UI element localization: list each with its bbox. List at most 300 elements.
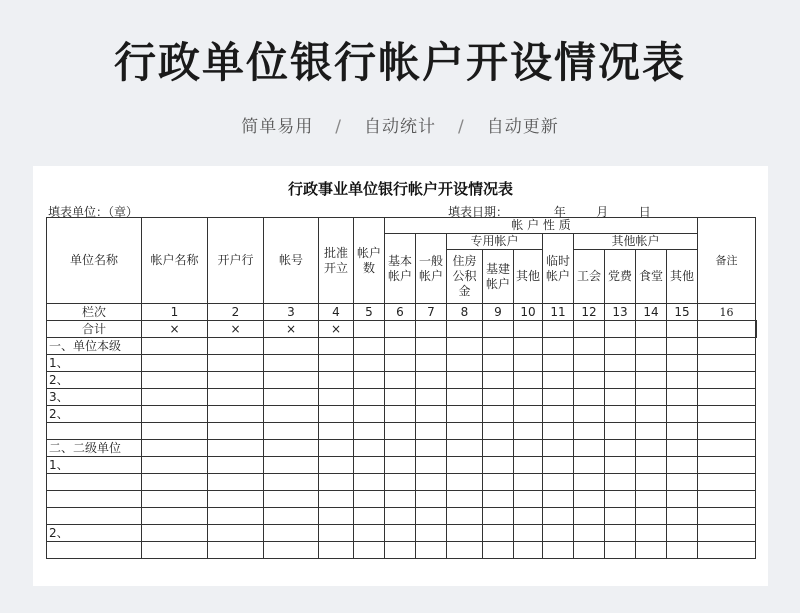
table-cell[interactable] [208, 525, 264, 542]
table-cell[interactable] [416, 542, 447, 559]
table-cell[interactable] [483, 457, 514, 474]
total-mark: × [142, 321, 208, 338]
table-cell[interactable] [605, 338, 636, 355]
table-row [47, 389, 757, 406]
table-cell[interactable] [354, 491, 385, 508]
table-cell[interactable] [698, 491, 756, 508]
table-cell[interactable] [354, 338, 385, 355]
total-label: 合计 [47, 321, 142, 338]
table-cell[interactable] [605, 406, 636, 423]
table-cell[interactable] [208, 474, 264, 491]
header-general: 一般帐户 [416, 234, 447, 304]
table-cell[interactable] [142, 440, 208, 457]
table-cell[interactable] [483, 542, 514, 559]
table-cell[interactable] [319, 423, 354, 440]
table-cell[interactable] [354, 389, 385, 406]
table-cell[interactable] [574, 355, 605, 372]
table-cell[interactable] [483, 338, 514, 355]
header-temporary: 临时帐户 [543, 234, 574, 304]
table-cell[interactable] [385, 525, 416, 542]
row-label: 1、 [47, 355, 142, 372]
table-cell[interactable] [416, 321, 447, 338]
total-mark: × [319, 321, 354, 338]
header-remark: 备注 [698, 218, 756, 304]
table-cell[interactable] [574, 440, 605, 457]
table-cell[interactable] [667, 491, 698, 508]
table-cell[interactable] [574, 491, 605, 508]
table-cell[interactable] [447, 457, 483, 474]
table-cell[interactable] [667, 321, 698, 338]
table-cell[interactable] [667, 372, 698, 389]
table-cell[interactable] [698, 355, 756, 372]
table-cell[interactable] [514, 338, 543, 355]
table-cell[interactable] [574, 389, 605, 406]
table-cell[interactable] [264, 338, 319, 355]
header-special-other: 其他 [514, 250, 543, 304]
table-cell[interactable] [208, 508, 264, 525]
table-cell[interactable] [319, 525, 354, 542]
table-cell[interactable] [208, 406, 264, 423]
table-cell[interactable] [698, 338, 756, 355]
table-cell[interactable] [698, 321, 756, 338]
header-unit-name: 单位名称 [47, 218, 142, 304]
table-cell[interactable] [483, 508, 514, 525]
table-cell[interactable] [264, 406, 319, 423]
table-row [47, 372, 757, 389]
table-cell[interactable] [208, 389, 264, 406]
table-cell[interactable] [142, 389, 208, 406]
table-cell[interactable] [416, 406, 447, 423]
header-account-name: 帐户名称 [142, 218, 208, 304]
table-cell[interactable] [605, 440, 636, 457]
table-cell[interactable] [698, 406, 756, 423]
table-cell[interactable] [208, 440, 264, 457]
table-cell[interactable] [142, 542, 208, 559]
table-cell[interactable] [636, 440, 667, 457]
table-cell[interactable] [514, 406, 543, 423]
table-cell[interactable] [543, 389, 574, 406]
table-cell[interactable] [483, 389, 514, 406]
table-cell[interactable] [264, 525, 319, 542]
table-cell[interactable] [447, 474, 483, 491]
table-cell[interactable] [142, 457, 208, 474]
table-row [47, 508, 757, 525]
table-row [47, 338, 757, 355]
row-label [47, 508, 142, 525]
table-cell[interactable] [319, 355, 354, 372]
table-cell[interactable] [605, 542, 636, 559]
header-account-nature: 帐 户 性 质 [385, 218, 698, 234]
table-cell[interactable] [483, 355, 514, 372]
table-cell[interactable] [514, 423, 543, 440]
table-cell[interactable] [354, 508, 385, 525]
table-cell[interactable] [605, 372, 636, 389]
table-cell[interactable] [574, 457, 605, 474]
index-cell: 8 [447, 304, 483, 321]
table-cell[interactable] [142, 474, 208, 491]
table-cell[interactable] [483, 406, 514, 423]
table-cell[interactable] [447, 423, 483, 440]
table-cell[interactable] [605, 508, 636, 525]
row-label: 一、单位本级 [47, 338, 142, 355]
header-union: 工会 [574, 250, 605, 304]
table-cell[interactable] [319, 542, 354, 559]
tag-easy: 简单易用 [241, 117, 314, 137]
index-cell: 15 [667, 304, 698, 321]
tag-auto-stats: 自动统计 [364, 117, 436, 137]
row-label: 1、 [47, 457, 142, 474]
index-cell: 12 [574, 304, 605, 321]
table-cell[interactable] [385, 542, 416, 559]
table-cell[interactable] [385, 321, 416, 338]
table-row [47, 423, 757, 440]
table-cell[interactable] [574, 406, 605, 423]
feature-tags [0, 112, 800, 137]
table-cell[interactable] [543, 406, 574, 423]
table-cell[interactable] [385, 389, 416, 406]
table-cell[interactable] [543, 372, 574, 389]
row-label: 二、二级单位 [47, 440, 142, 457]
tag-separator: / [335, 117, 342, 137]
table-cell[interactable] [667, 508, 698, 525]
header-party: 党费 [605, 250, 636, 304]
table-cell[interactable] [543, 457, 574, 474]
spreadsheet-card [33, 166, 768, 586]
account-table [46, 217, 757, 559]
total-mark: × [264, 321, 319, 338]
table-cell[interactable] [447, 372, 483, 389]
table-cell[interactable] [636, 321, 667, 338]
index-cell: 16 [698, 304, 756, 321]
table-cell[interactable] [416, 423, 447, 440]
table-row [47, 440, 757, 457]
table-cell[interactable] [447, 389, 483, 406]
table-cell[interactable] [264, 542, 319, 559]
table-cell[interactable] [319, 372, 354, 389]
table-cell[interactable] [698, 389, 756, 406]
table-cell[interactable] [514, 542, 543, 559]
table-cell[interactable] [605, 474, 636, 491]
table-cell[interactable] [483, 440, 514, 457]
table-cell[interactable] [447, 355, 483, 372]
row-label [47, 423, 142, 440]
table-cell[interactable] [574, 474, 605, 491]
table-cell[interactable] [483, 372, 514, 389]
header-housing-fund: 住房公积金 [447, 250, 483, 304]
table-cell[interactable] [605, 525, 636, 542]
table-cell[interactable] [667, 457, 698, 474]
table-cell[interactable] [483, 525, 514, 542]
table-cell[interactable] [514, 355, 543, 372]
table-row [47, 406, 757, 423]
table-cell[interactable] [574, 372, 605, 389]
table-cell[interactable] [667, 542, 698, 559]
table-row [47, 457, 757, 474]
table-cell[interactable] [354, 423, 385, 440]
table-cell[interactable] [667, 406, 698, 423]
table-cell[interactable] [264, 355, 319, 372]
table-cell[interactable] [636, 423, 667, 440]
table-cell[interactable] [605, 423, 636, 440]
table-cell[interactable] [385, 491, 416, 508]
table-row [47, 355, 757, 372]
table-row [47, 525, 757, 542]
table-cell[interactable] [447, 508, 483, 525]
header-canteen: 食堂 [636, 250, 667, 304]
table-cell[interactable] [447, 321, 483, 338]
table-cell[interactable] [636, 372, 667, 389]
table-cell[interactable] [319, 338, 354, 355]
table-cell[interactable] [142, 423, 208, 440]
table-cell[interactable] [514, 457, 543, 474]
table-cell[interactable] [667, 474, 698, 491]
table-cell[interactable] [636, 406, 667, 423]
total-row [47, 321, 757, 338]
table-cell[interactable] [574, 338, 605, 355]
table-cell[interactable] [605, 457, 636, 474]
table-cell[interactable] [483, 321, 514, 338]
sheet-title: 行政事业单位银行帐户开设情况表 [287, 180, 513, 198]
table-cell[interactable] [543, 491, 574, 508]
table-cell[interactable] [667, 525, 698, 542]
index-cell: 9 [483, 304, 514, 321]
table-cell[interactable] [636, 508, 667, 525]
table-cell[interactable] [319, 440, 354, 457]
table-cell[interactable] [354, 321, 385, 338]
table-cell[interactable] [636, 355, 667, 372]
index-cell: 14 [636, 304, 667, 321]
table-cell[interactable] [264, 474, 319, 491]
table-cell[interactable] [543, 423, 574, 440]
table-cell[interactable] [698, 525, 756, 542]
table-cell[interactable] [354, 406, 385, 423]
index-cell: 6 [385, 304, 416, 321]
table-cell[interactable] [636, 457, 667, 474]
table-cell[interactable] [514, 321, 543, 338]
table-cell[interactable] [208, 355, 264, 372]
table-cell[interactable] [636, 389, 667, 406]
index-cell: 13 [605, 304, 636, 321]
table-cell[interactable] [514, 474, 543, 491]
header-approval: 批准开立 [319, 218, 354, 304]
table-cell[interactable] [514, 491, 543, 508]
table-cell[interactable] [354, 355, 385, 372]
row-label: 2、 [47, 372, 142, 389]
table-cell[interactable] [543, 355, 574, 372]
table-cell[interactable] [208, 542, 264, 559]
table-cell[interactable] [264, 372, 319, 389]
table-cell[interactable] [447, 542, 483, 559]
index-label: 栏次 [47, 304, 142, 321]
table-cell[interactable] [208, 491, 264, 508]
table-cell[interactable] [208, 457, 264, 474]
row-label [47, 542, 142, 559]
table-cell[interactable] [208, 423, 264, 440]
table-cell[interactable] [447, 491, 483, 508]
table-cell[interactable] [385, 440, 416, 457]
table-cell[interactable] [543, 474, 574, 491]
table-cell[interactable] [385, 406, 416, 423]
table-cell[interactable] [385, 423, 416, 440]
table-cell[interactable] [574, 525, 605, 542]
table-cell[interactable] [543, 321, 574, 338]
table-cell[interactable] [514, 372, 543, 389]
index-cell: 1 [142, 304, 208, 321]
table-cell[interactable] [416, 355, 447, 372]
table-cell[interactable] [354, 542, 385, 559]
table-cell[interactable] [574, 542, 605, 559]
table-row [47, 542, 757, 559]
table-cell[interactable] [698, 457, 756, 474]
table-cell[interactable] [354, 525, 385, 542]
table-cell[interactable] [385, 508, 416, 525]
table-cell[interactable] [605, 491, 636, 508]
index-cell: 5 [354, 304, 385, 321]
table-cell[interactable] [385, 338, 416, 355]
table-cell[interactable] [354, 457, 385, 474]
table-cell[interactable] [416, 474, 447, 491]
tag-auto-update: 自动更新 [486, 117, 559, 137]
table-cell[interactable] [483, 474, 514, 491]
table-row [47, 491, 757, 508]
index-cell: 7 [416, 304, 447, 321]
table-cell[interactable] [385, 474, 416, 491]
header-bank: 开户行 [208, 218, 264, 304]
table-cell[interactable] [543, 525, 574, 542]
table-cell[interactable] [447, 525, 483, 542]
table-cell[interactable] [667, 338, 698, 355]
table-cell[interactable] [698, 423, 756, 440]
header-construction: 基建帐户 [483, 250, 514, 304]
table-cell[interactable] [447, 406, 483, 423]
header-other-accounts: 其他帐户 [574, 234, 698, 250]
table-cell[interactable] [319, 406, 354, 423]
tag-separator: / [458, 117, 465, 137]
row-label: 2、 [47, 406, 142, 423]
total-mark: × [208, 321, 264, 338]
table-cell[interactable] [385, 372, 416, 389]
table-cell[interactable] [416, 389, 447, 406]
table-row [47, 474, 757, 491]
table-cell[interactable] [208, 372, 264, 389]
table-cell[interactable] [698, 474, 756, 491]
table-cell[interactable] [416, 338, 447, 355]
table-cell[interactable] [667, 440, 698, 457]
table-cell[interactable] [543, 542, 574, 559]
table-cell[interactable] [636, 542, 667, 559]
table-cell[interactable] [416, 491, 447, 508]
table-cell[interactable] [667, 389, 698, 406]
header-special: 专用帐户 [447, 234, 543, 250]
table-cell[interactable] [483, 491, 514, 508]
table-cell[interactable] [667, 355, 698, 372]
table-cell[interactable] [698, 542, 756, 559]
table-cell[interactable] [354, 440, 385, 457]
table-cell[interactable] [142, 372, 208, 389]
table-cell[interactable] [636, 525, 667, 542]
table-cell[interactable] [543, 338, 574, 355]
table-cell[interactable] [416, 508, 447, 525]
table-cell[interactable] [698, 372, 756, 389]
table-cell[interactable] [142, 491, 208, 508]
index-cell: 3 [264, 304, 319, 321]
table-cell[interactable] [447, 440, 483, 457]
header-account-no: 帐号 [264, 218, 319, 304]
table-cell[interactable] [264, 457, 319, 474]
table-cell[interactable] [142, 355, 208, 372]
header-count: 帐户数 [354, 218, 385, 304]
table-cell[interactable] [319, 491, 354, 508]
table-cell[interactable] [574, 423, 605, 440]
table-cell[interactable] [636, 474, 667, 491]
table-cell[interactable] [605, 321, 636, 338]
table-cell[interactable] [543, 440, 574, 457]
table-cell[interactable] [354, 474, 385, 491]
table-cell[interactable] [264, 491, 319, 508]
table-cell[interactable] [416, 372, 447, 389]
fill-unit-label: 填表单位：（章） [48, 205, 139, 219]
table-cell[interactable] [543, 508, 574, 525]
table-cell[interactable] [514, 440, 543, 457]
table-cell[interactable] [667, 423, 698, 440]
table-cell[interactable] [319, 457, 354, 474]
fill-date-label: 填表日期： 年 月 日 [448, 205, 651, 219]
row-label: 3、 [47, 389, 142, 406]
table-cell[interactable] [142, 338, 208, 355]
page-title: 行政单位银行帐户开设情况表 [113, 38, 686, 87]
table-cell[interactable] [605, 355, 636, 372]
table-cell[interactable] [447, 338, 483, 355]
table-cell[interactable] [514, 525, 543, 542]
table-cell[interactable] [416, 440, 447, 457]
table-cell[interactable] [264, 423, 319, 440]
index-cell: 10 [514, 304, 543, 321]
table-cell[interactable] [142, 508, 208, 525]
table-cell[interactable] [385, 355, 416, 372]
table-cell[interactable] [208, 338, 264, 355]
table-cell[interactable] [483, 423, 514, 440]
table-cell[interactable] [264, 389, 319, 406]
table-cell[interactable] [514, 389, 543, 406]
index-cell: 11 [543, 304, 574, 321]
table-cell[interactable] [354, 372, 385, 389]
table-cell[interactable] [605, 389, 636, 406]
table-cell[interactable] [514, 508, 543, 525]
table-cell[interactable] [636, 491, 667, 508]
table-cell[interactable] [319, 389, 354, 406]
table-cell[interactable] [698, 508, 756, 525]
table-cell[interactable] [756, 321, 757, 338]
row-label [47, 491, 142, 508]
row-label: 2、 [47, 525, 142, 542]
table-cell[interactable] [416, 457, 447, 474]
table-cell[interactable] [698, 440, 756, 457]
table-cell[interactable] [416, 525, 447, 542]
index-row [47, 304, 757, 321]
table-cell[interactable] [319, 474, 354, 491]
table-cell[interactable] [264, 440, 319, 457]
table-cell[interactable] [142, 406, 208, 423]
header-other: 其他 [667, 250, 698, 304]
header-basic: 基本帐户 [385, 234, 416, 304]
table-cell[interactable] [636, 338, 667, 355]
table-cell[interactable] [264, 508, 319, 525]
table-cell[interactable] [574, 321, 605, 338]
table-cell[interactable] [319, 508, 354, 525]
table-cell[interactable] [574, 508, 605, 525]
table-cell[interactable] [385, 457, 416, 474]
table-cell[interactable] [142, 525, 208, 542]
